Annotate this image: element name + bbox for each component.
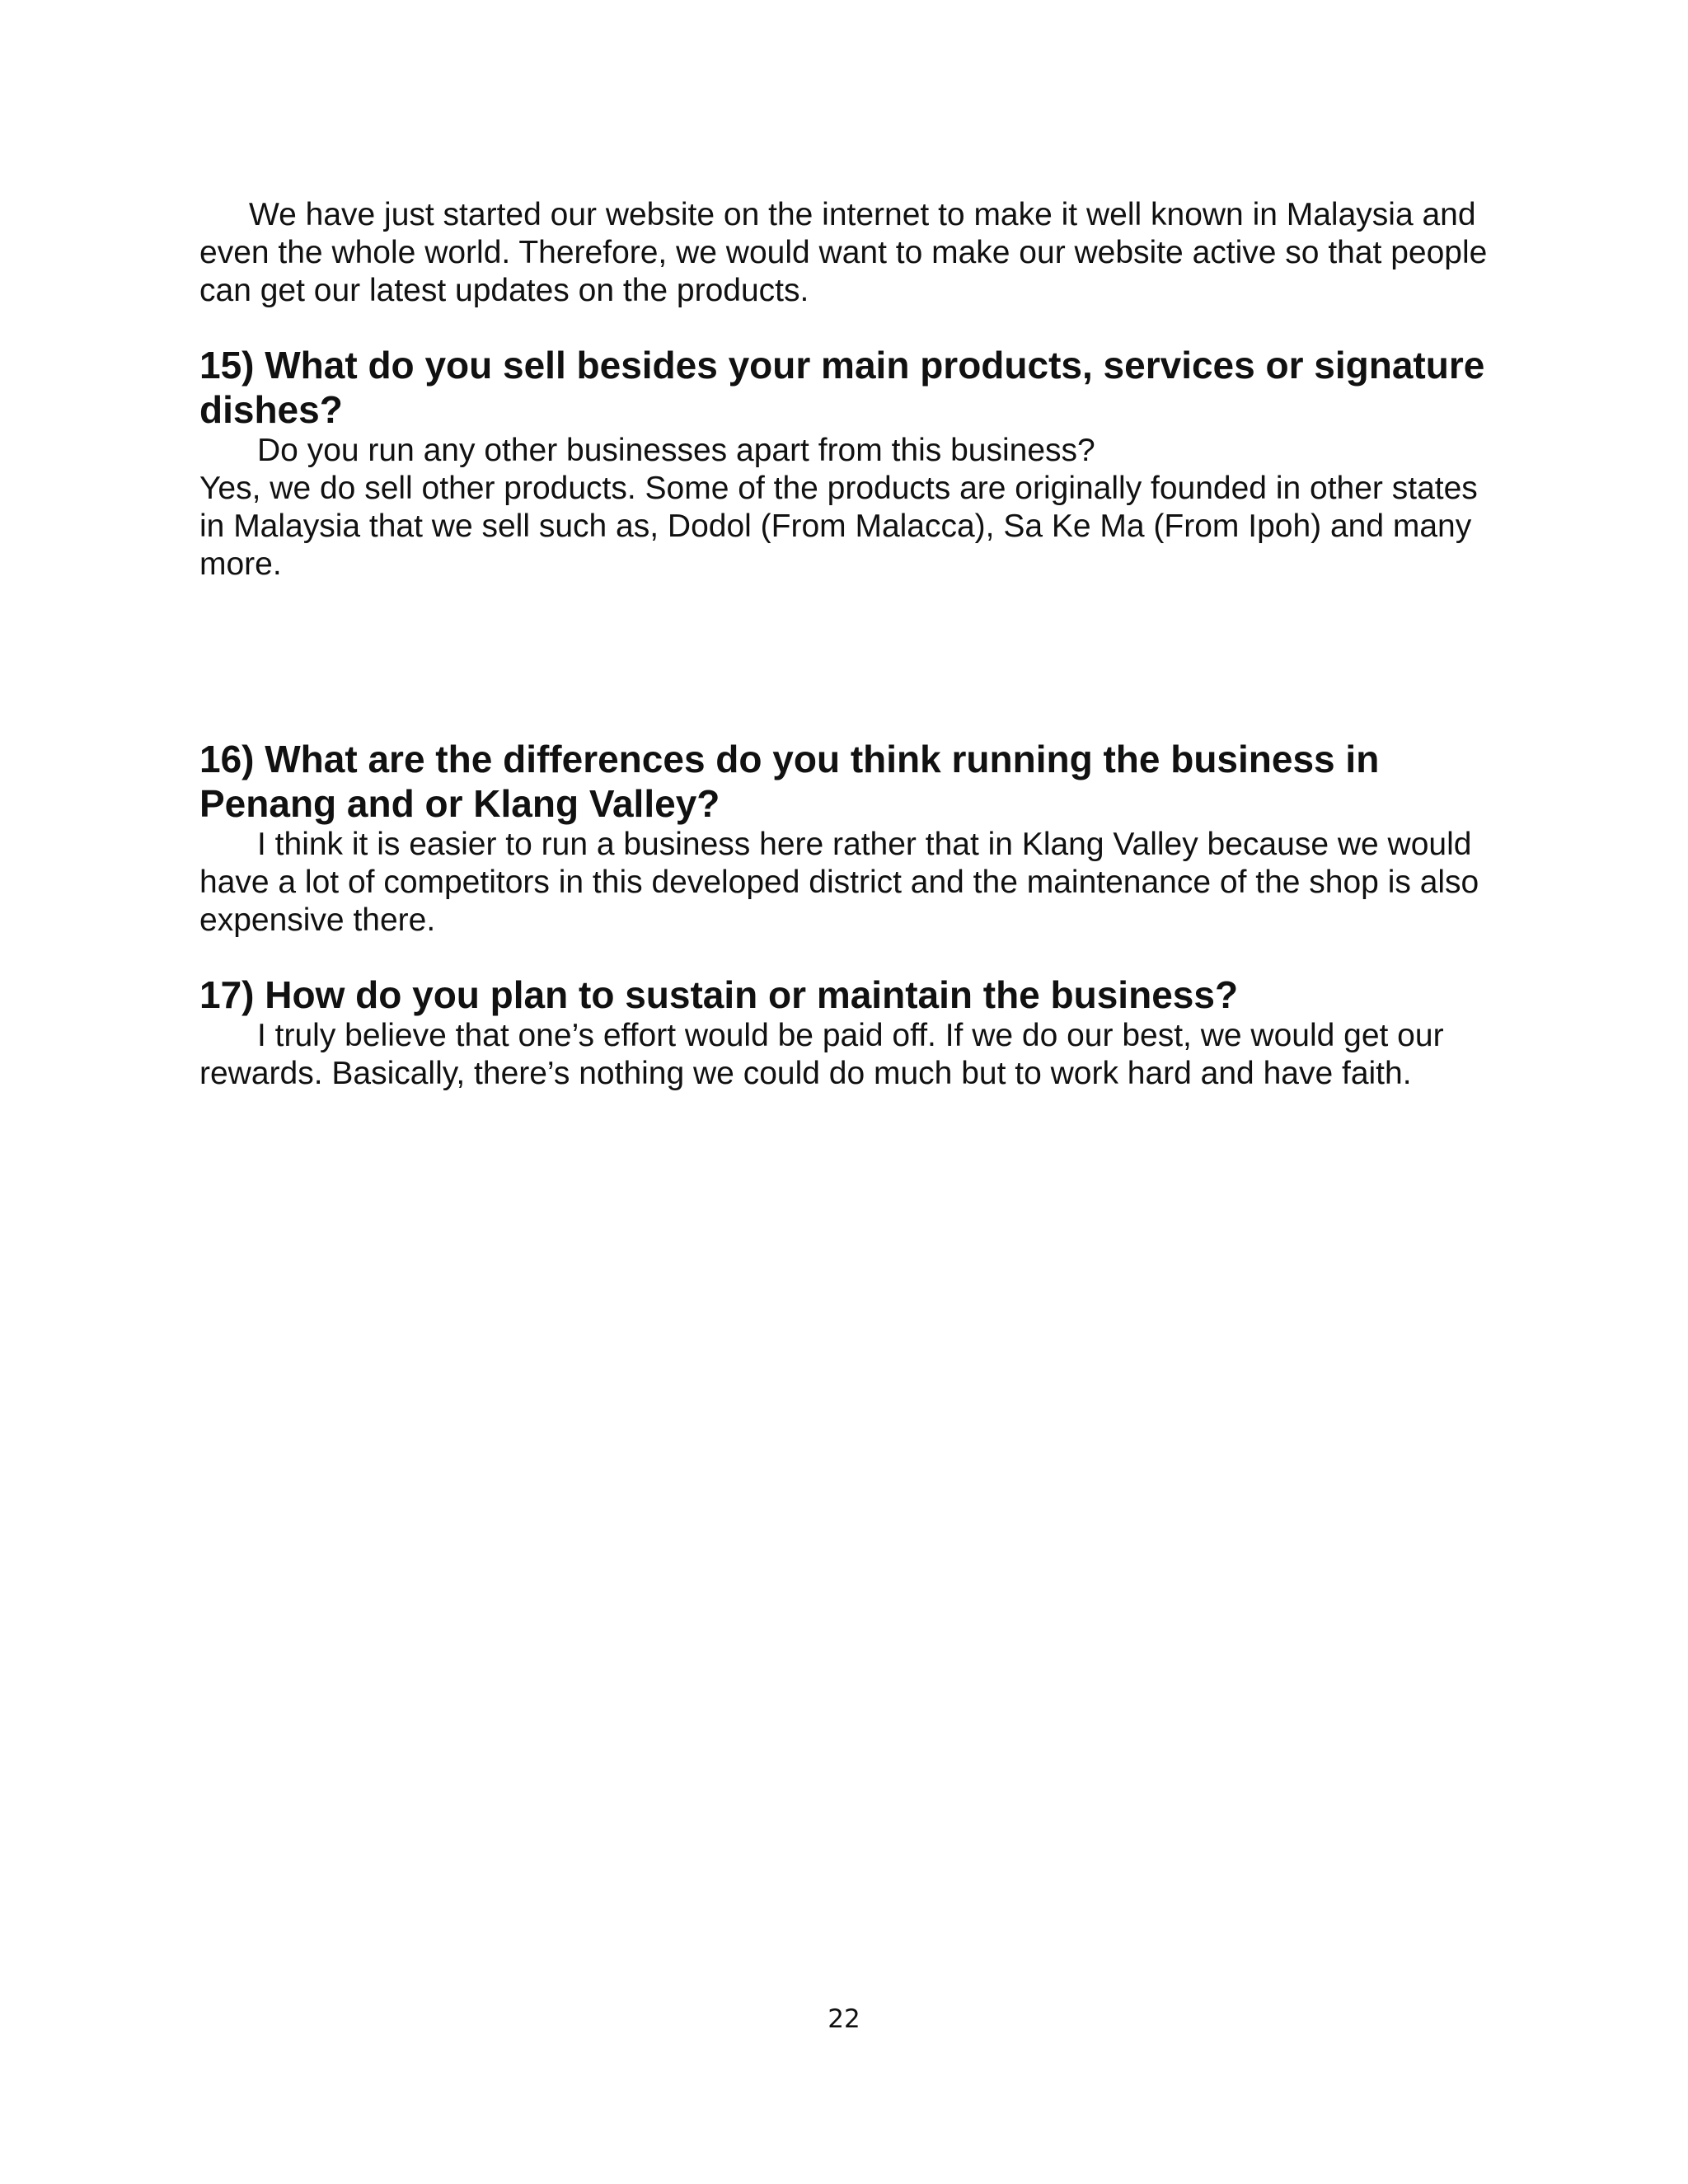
section-16-heading: 16) What are the differences do you think running the business in Penang and or Klang Valley? xyxy=(199,738,1380,825)
section-17-heading: 17) How do you plan to sustain or maintain the business? xyxy=(199,973,1239,1016)
section-15-answer: Yes, we do sell other products. Some of the products are originally founded in other states in Malaysia that we sell such as, Dodol (From Malacca), Sa Ke Ma (From Ipoh) and many more. xyxy=(199,471,1478,582)
section-16 xyxy=(199,737,1498,940)
intro-paragraph: We have just started our website on the internet to make it well known in Malaysia and even the whole world. Therefore, we would want to make our website active so that people can get our latest updates on the products. xyxy=(199,197,1488,308)
section-15 xyxy=(199,343,1498,583)
section-17-answer: I truly believe that one’s effort would be paid off. If we do our best, we would get our rewards. Basically, there’s nothing we could do much but to work hard and have faith. xyxy=(199,1018,1444,1091)
page-number: 22 xyxy=(828,2004,860,2034)
section-16-answer: I think it is easier to run a business here rather that in Klang Valley because we would have a lot of competitors in this developed district and the maintenance of the shop is also expensive there. xyxy=(199,827,1479,938)
section-15-heading: 15) What do you sell besides your main products, services or signature dishes? xyxy=(199,344,1485,431)
page-content xyxy=(199,196,1498,1093)
section-15-question: Do you run any other businesses apart from this business? xyxy=(257,433,1095,468)
section-17 xyxy=(199,972,1498,1093)
